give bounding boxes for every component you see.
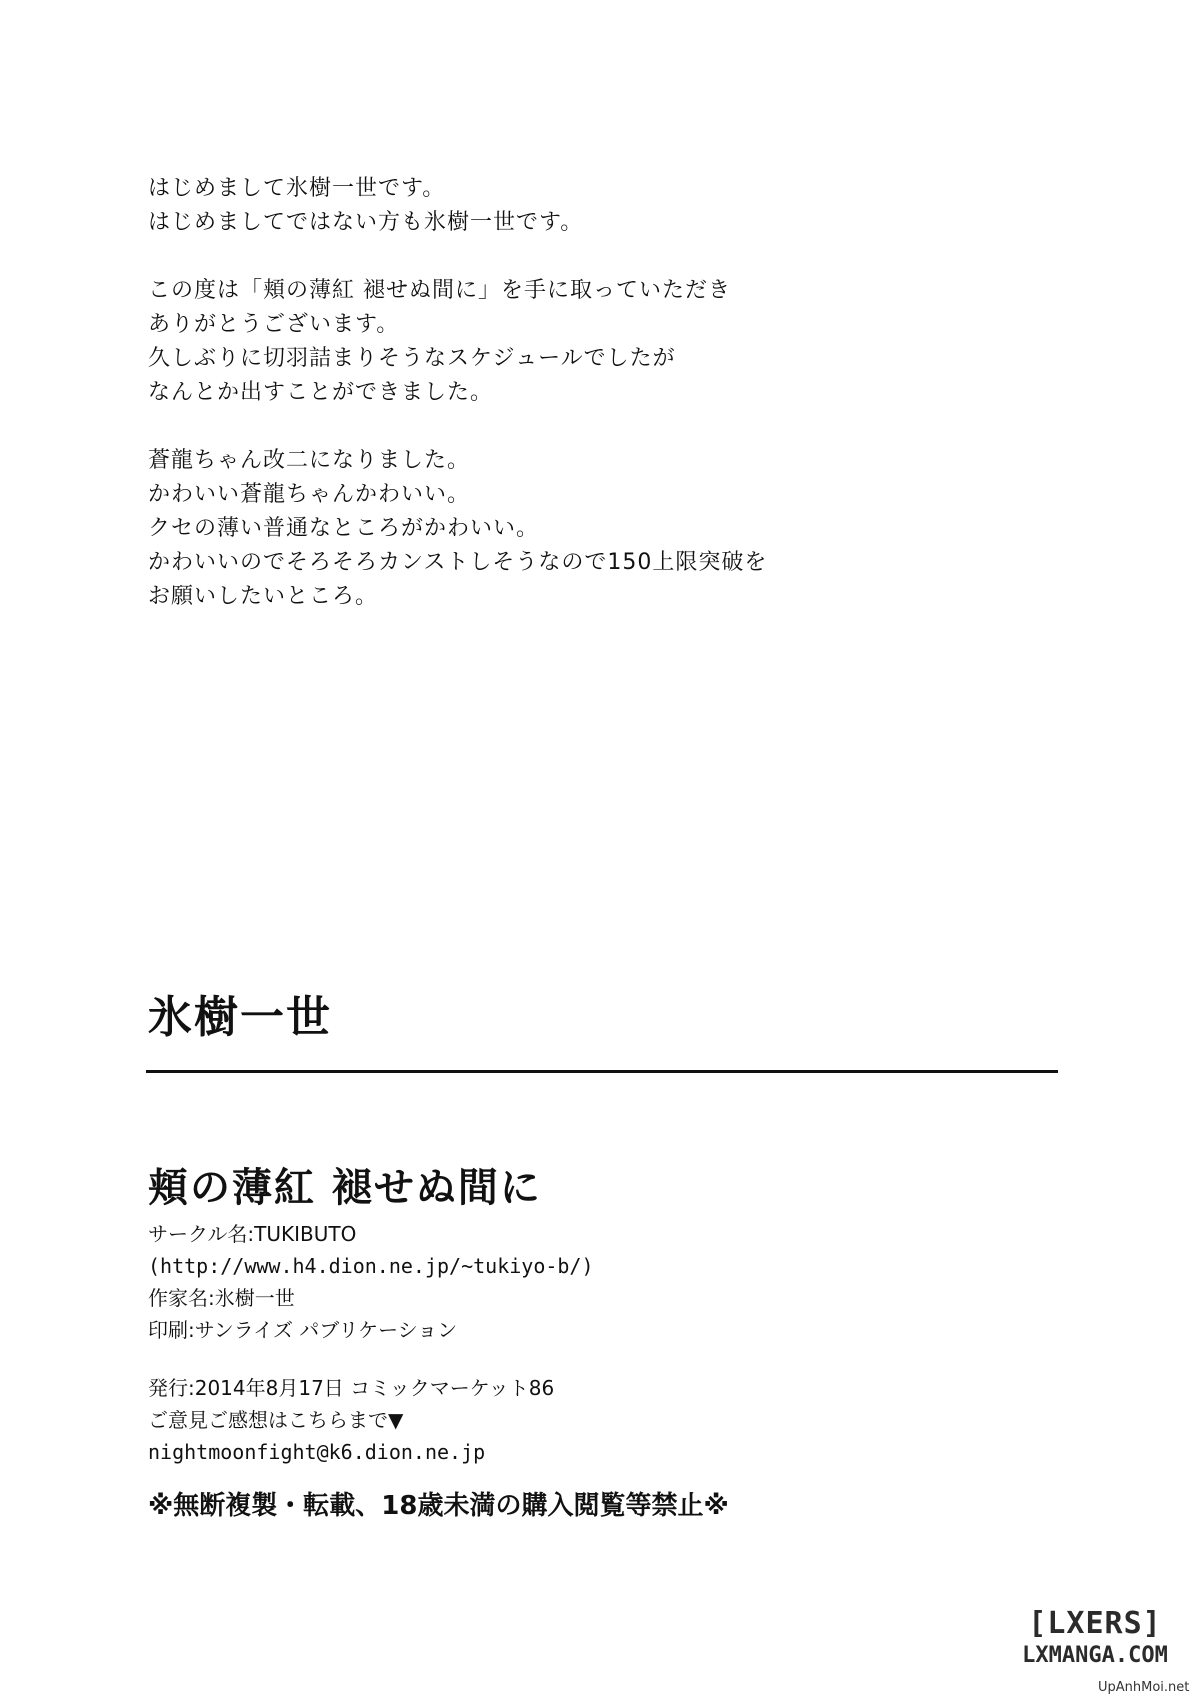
author-name: 氷樹一世 — [148, 992, 332, 1043]
watermark-site: UpAnhMoi.net — [1098, 1680, 1190, 1695]
afterword-line: お願いしたいところ。 — [148, 584, 379, 609]
watermark-logo — [1000, 1608, 1190, 1672]
colophon-gap — [148, 1346, 1048, 1372]
afterword-line: クセの薄い普通なところがかわいい。 — [148, 516, 540, 541]
book-title: 頬の薄紅 褪せぬ間に — [148, 1165, 542, 1211]
colophon — [148, 1218, 1048, 1468]
afterword-line: かわいい蒼龍ちゃんかわいい。 — [148, 482, 471, 507]
circle-url: (http://www.h4.dion.ne.jp/~tukiyo-b/) — [148, 1254, 594, 1278]
afterword-line: 久しぶりに切羽詰まりそうなスケジュールでしたが — [148, 346, 676, 371]
watermark-line-1: [LXERS] — [1028, 1606, 1162, 1641]
afterword-line: ありがとうございます。 — [148, 312, 400, 337]
contact-email: nightmoonfight@k6.dion.ne.jp — [148, 1440, 486, 1464]
circle-name: サークル名:TUKIBUTO — [148, 1222, 357, 1246]
afterword-paragraph-2 — [148, 274, 1048, 410]
afterword-paragraph-3 — [148, 444, 1048, 614]
watermark-line-2: LXMANGA.COM — [1022, 1643, 1168, 1668]
afterword-line: かわいいのでそろそろカンストしそうなので150上限突破を — [148, 550, 768, 575]
afterword-line: なんとか出すことができました。 — [148, 380, 494, 405]
author-credit: 作家名:氷樹一世 — [148, 1286, 295, 1310]
afterword-line: はじめましてではない方も氷樹一世です。 — [148, 210, 584, 235]
copyright-notice: ※無断複製・転載、18歳未満の購入閲覧等禁止※ — [148, 1491, 729, 1521]
afterword-line: この度は「頬の薄紅 褪せぬ間に」を手に取っていただき — [148, 278, 731, 303]
afterword-line: はじめまして氷樹一世です。 — [148, 176, 446, 201]
afterword-paragraph-1 — [148, 172, 1048, 240]
afterword-line: 蒼龍ちゃん改二になりました。 — [148, 448, 471, 473]
printer-credit: 印刷:サンライズ パブリケーション — [148, 1318, 458, 1342]
feedback-label: ご意見ご感想はこちらまで▼ — [148, 1408, 404, 1432]
afterword — [148, 172, 1048, 648]
divider — [146, 1070, 1058, 1073]
publish-info: 発行:2014年8月17日 コミックマーケット86 — [148, 1376, 555, 1400]
